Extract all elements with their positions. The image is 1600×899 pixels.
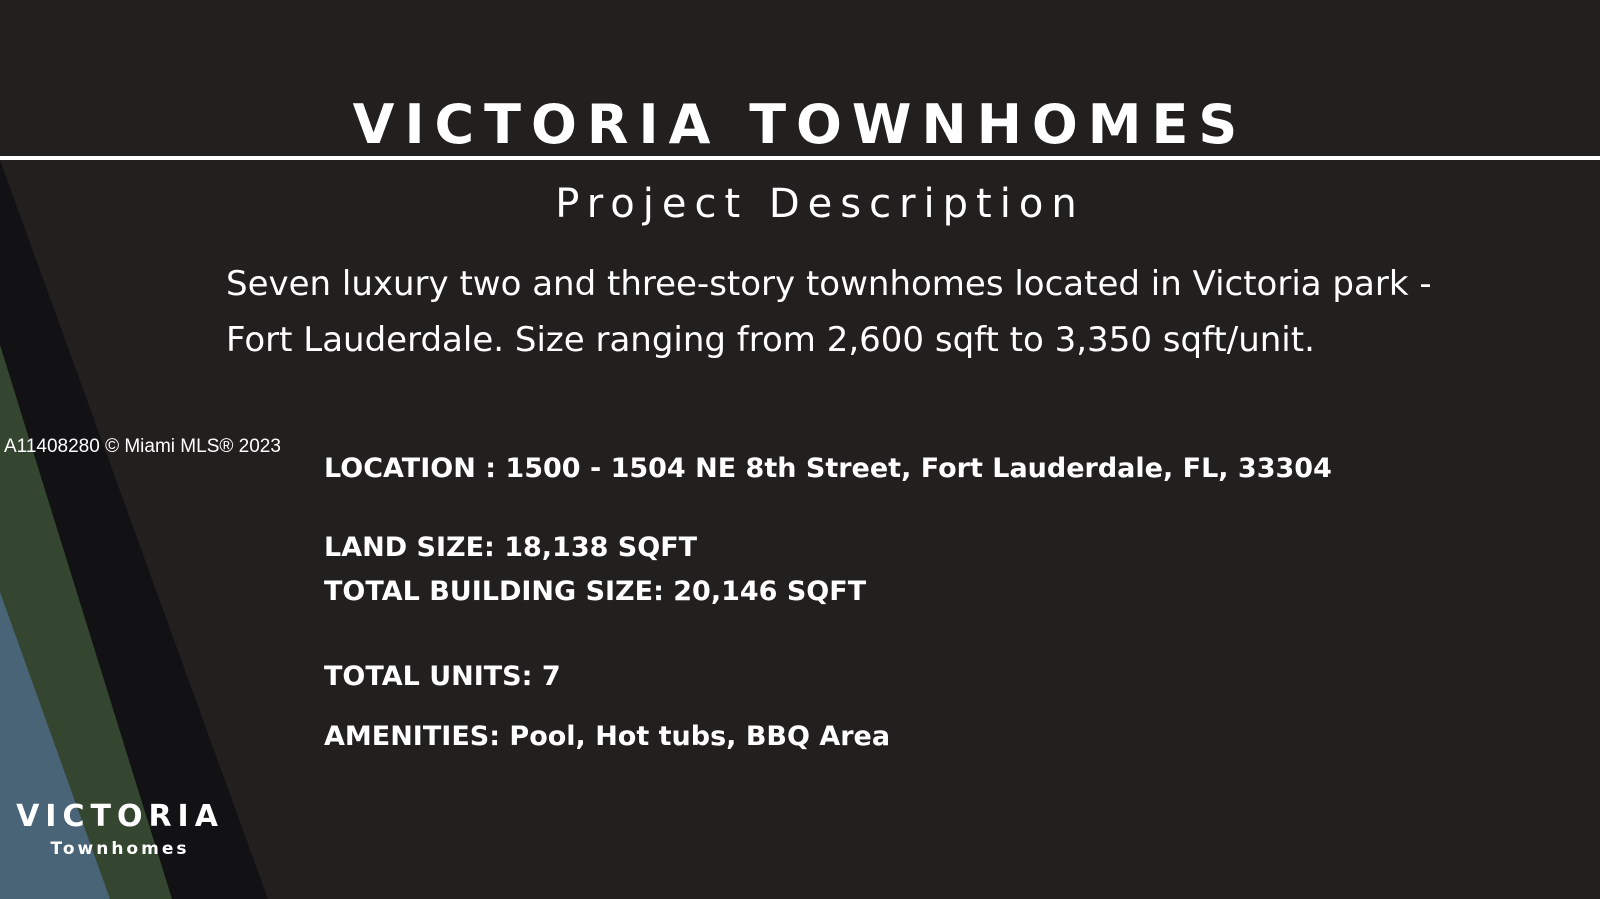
title-divider [0, 156, 1600, 160]
total-units-detail: TOTAL UNITS: 7 [324, 661, 561, 692]
description-line-2: Fort Lauderdale. Size ranging from 2,600 sqft to 3,350 sqft/unit. [226, 320, 1315, 360]
logo-tagline: Townhomes [50, 839, 190, 859]
description-line-1: Seven luxury two and three-story townhomes located in Victoria park - [226, 264, 1432, 304]
building-size-detail: TOTAL BUILDING SIZE: 20,146 SQFT [324, 576, 867, 607]
page-subtitle: Project Description [555, 181, 1085, 227]
logo-name: VICTORIA [16, 799, 224, 834]
page-title: VICTORIA TOWNHOMES [352, 93, 1248, 156]
victoria-logo [10, 798, 230, 862]
project-description [226, 256, 1506, 368]
mls-watermark: A11408280 © Miami MLS® 2023 [4, 436, 281, 457]
location-detail: LOCATION : 1500 - 1504 NE 8th Street, Fort Lauderdale, FL, 33304 [324, 453, 1332, 484]
land-size-detail: LAND SIZE: 18,138 SQFT [324, 532, 698, 563]
amenities-detail: AMENITIES: Pool, Hot tubs, BBQ Area [324, 721, 891, 752]
